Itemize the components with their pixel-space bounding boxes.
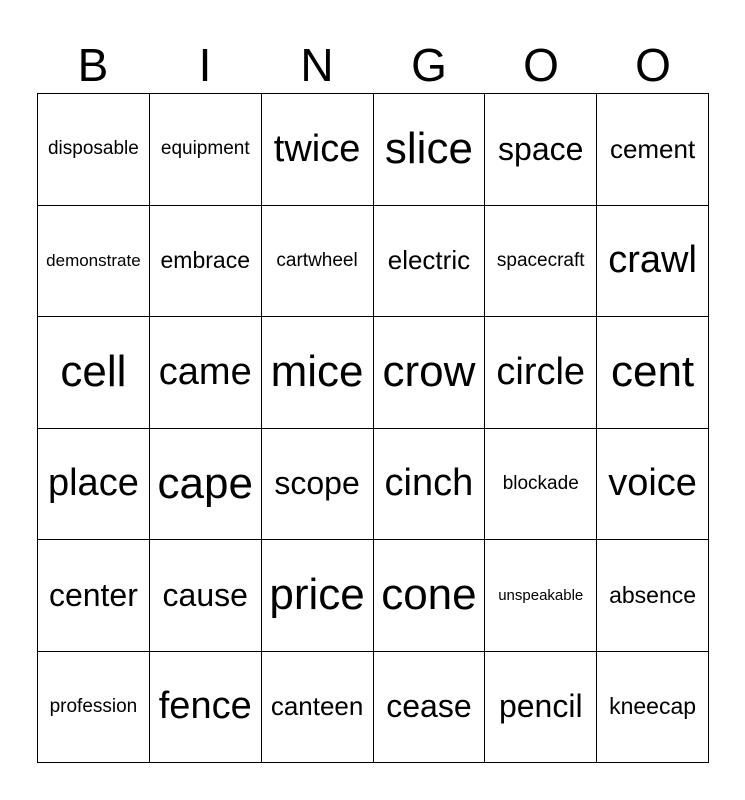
bingo-cell[interactable]: cease bbox=[374, 652, 486, 764]
bingo-cell[interactable]: blockade bbox=[485, 429, 597, 541]
bingo-cell[interactable]: electric bbox=[374, 206, 486, 318]
bingo-cell[interactable]: fence bbox=[150, 652, 262, 764]
bingo-cell[interactable]: cinch bbox=[374, 429, 486, 541]
bingo-cell[interactable]: disposable bbox=[38, 94, 150, 206]
bingo-cell[interactable]: cent bbox=[597, 317, 709, 429]
bingo-cell[interactable]: scope bbox=[262, 429, 374, 541]
bingo-cell[interactable]: crow bbox=[374, 317, 486, 429]
bingo-cell[interactable]: pencil bbox=[485, 652, 597, 764]
bingo-cell[interactable]: cape bbox=[150, 429, 262, 541]
bingo-cell[interactable]: cone bbox=[374, 540, 486, 652]
bingo-cell[interactable]: cartwheel bbox=[262, 206, 374, 318]
bingo-cell[interactable]: spacecraft bbox=[485, 206, 597, 318]
bingo-cell[interactable]: absence bbox=[597, 540, 709, 652]
bingo-cell[interactable]: came bbox=[150, 317, 262, 429]
bingo-cell[interactable]: crawl bbox=[597, 206, 709, 318]
bingo-cell[interactable]: mice bbox=[262, 317, 374, 429]
bingo-cell[interactable]: canteen bbox=[262, 652, 374, 764]
bingo-cell[interactable]: price bbox=[262, 540, 374, 652]
header-letter-i: I bbox=[198, 38, 212, 91]
bingo-cell[interactable]: cement bbox=[597, 94, 709, 206]
bingo-cell[interactable]: voice bbox=[597, 429, 709, 541]
bingo-cell[interactable]: profession bbox=[38, 652, 150, 764]
header-letter-n: N bbox=[300, 38, 334, 91]
header-letter-o-2: O bbox=[635, 38, 671, 91]
bingo-cell[interactable]: unspeakable bbox=[485, 540, 597, 652]
header-letter-o: O bbox=[523, 38, 559, 91]
bingo-board bbox=[37, 93, 709, 763]
header-letter-g: G bbox=[411, 38, 447, 91]
bingo-cell[interactable]: kneecap bbox=[597, 652, 709, 764]
bingo-header bbox=[37, 36, 709, 93]
bingo-cell[interactable]: embrace bbox=[150, 206, 262, 318]
bingo-cell[interactable]: cause bbox=[150, 540, 262, 652]
bingo-cell[interactable]: equipment bbox=[150, 94, 262, 206]
bingo-cell[interactable]: cell bbox=[38, 317, 150, 429]
bingo-cell[interactable]: center bbox=[38, 540, 150, 652]
bingo-cell[interactable]: slice bbox=[374, 94, 486, 206]
header-letter-b: B bbox=[77, 38, 109, 91]
bingo-cell[interactable]: demonstrate bbox=[38, 206, 150, 318]
bingo-cell[interactable]: space bbox=[485, 94, 597, 206]
bingo-cell[interactable]: place bbox=[38, 429, 150, 541]
bingo-cell[interactable]: twice bbox=[262, 94, 374, 206]
bingo-cell[interactable]: circle bbox=[485, 317, 597, 429]
